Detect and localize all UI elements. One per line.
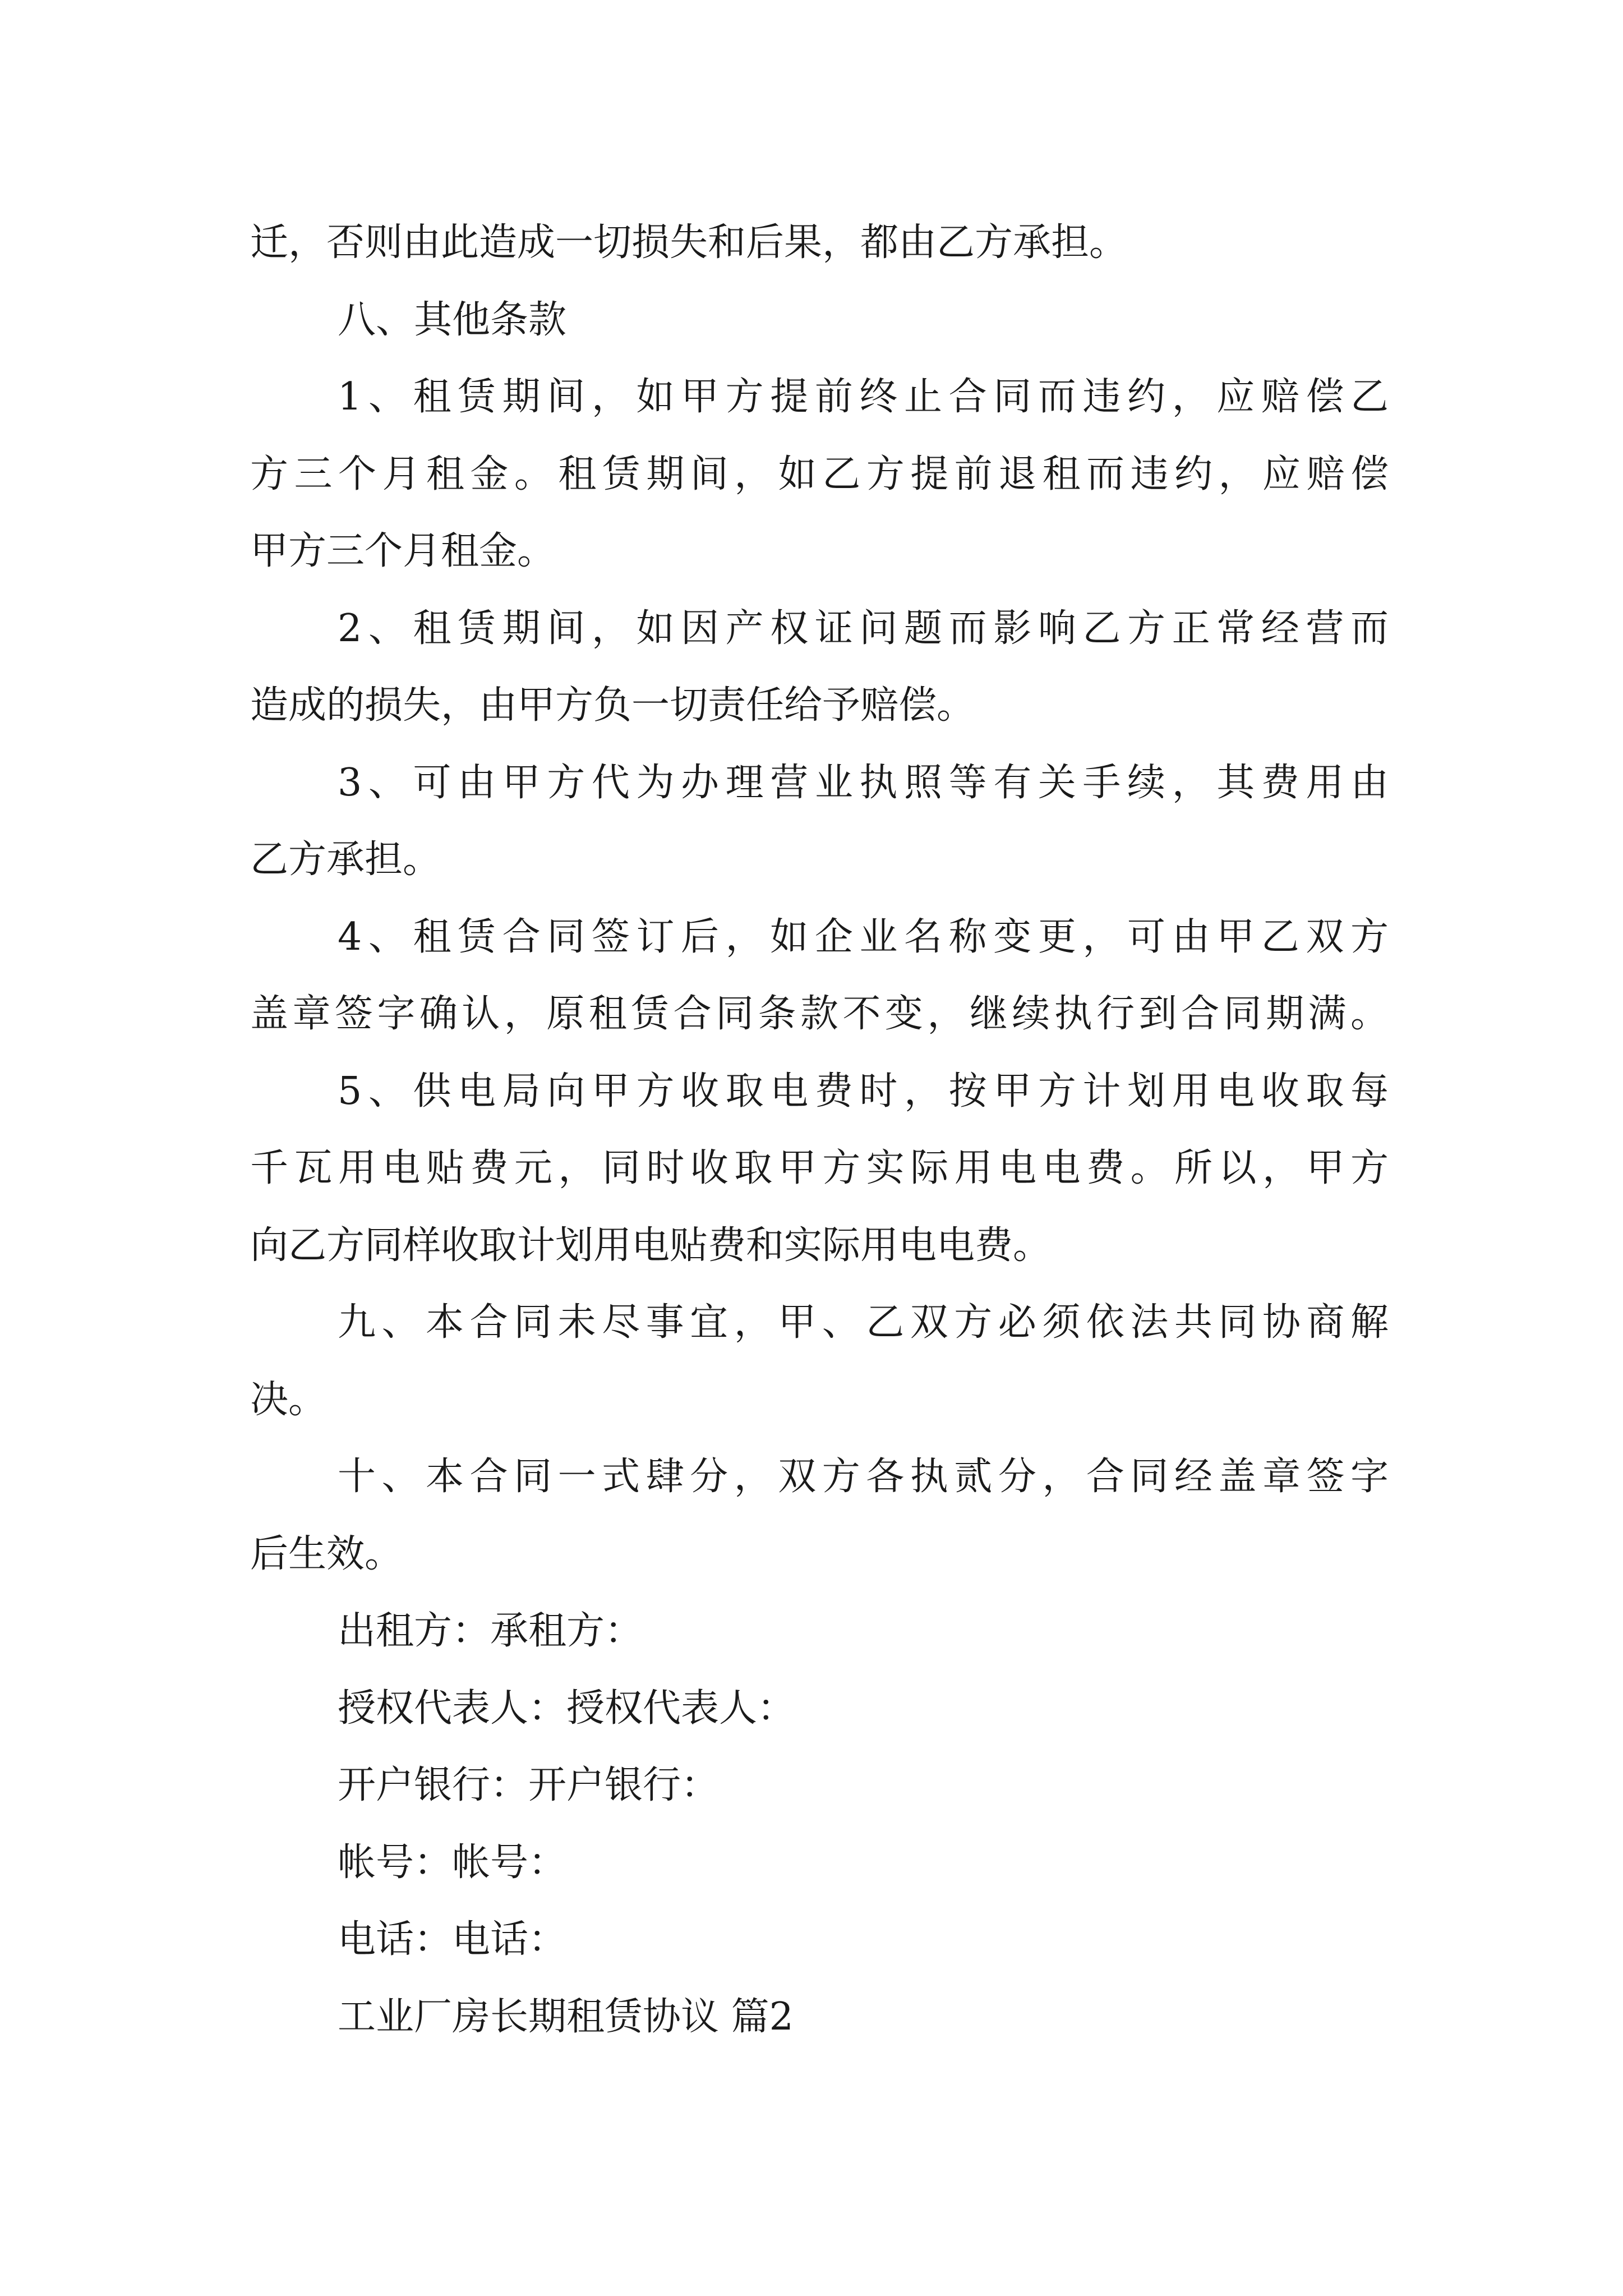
paragraph-line: 造成的损失，由甲方负一切责任给予赔偿。	[250, 683, 975, 728]
signature-lessor-lessee: 出租方：承租方：	[338, 1609, 643, 1653]
paragraph-line: 5、供电局向甲方收取电费时，按甲方计划用电收取每	[338, 1069, 1389, 1114]
signature-phone: 电话：电话：	[338, 1917, 567, 1962]
paragraph-line: 1、租赁期间，如甲方提前终止合同而违约，应赔偿乙	[338, 375, 1389, 419]
paragraph-line: 甲方三个月租金。	[250, 529, 556, 573]
paragraph-line: 决。	[250, 1378, 327, 1422]
paragraph-line: 九、本合同未尽事宜，甲、乙双方必须依法共同协商解	[338, 1300, 1389, 1345]
paragraph-line: 乙方承担。	[250, 838, 441, 882]
signature-account: 帐号：帐号：	[338, 1841, 567, 1885]
paragraph-line: 盖章签字确认，原租赁合同条款不变，继续执行到合同期满。	[250, 992, 1389, 1036]
paragraph-line: 十、本合同一式肆分，双方各执贰分，合同经盖章签字	[338, 1455, 1389, 1499]
section-heading: 八、其他条款	[338, 298, 567, 342]
paragraph-line: 千瓦用电贴费元，同时收取甲方实际用电电费。所以，甲方	[250, 1146, 1389, 1190]
paragraph-line: 后生效。	[250, 1532, 403, 1576]
paragraph-line: 迁，否则由此造成一切损失和后果，都由乙方承担。	[250, 220, 1128, 265]
paragraph-line: 2、租赁期间，如因产权证问题而影响乙方正常经营而	[338, 606, 1389, 651]
signature-bank: 开户银行：开户银行：	[338, 1763, 720, 1807]
signature-representative: 授权代表人：授权代表人：	[338, 1686, 796, 1731]
paragraph-line: 4、租赁合同签订后，如企业名称变更，可由甲乙双方	[338, 915, 1389, 959]
document-section-title: 工业厂房长期租赁协议 篇2	[338, 1995, 794, 2039]
paragraph-line: 方三个月租金。租赁期间，如乙方提前退租而违约，应赔偿	[250, 452, 1389, 496]
paragraph-line: 向乙方同样收取计划用电贴费和实际用电电费。	[250, 1223, 1052, 1268]
paragraph-line: 3、可由甲方代为办理营业执照等有关手续，其费用由	[338, 761, 1389, 805]
